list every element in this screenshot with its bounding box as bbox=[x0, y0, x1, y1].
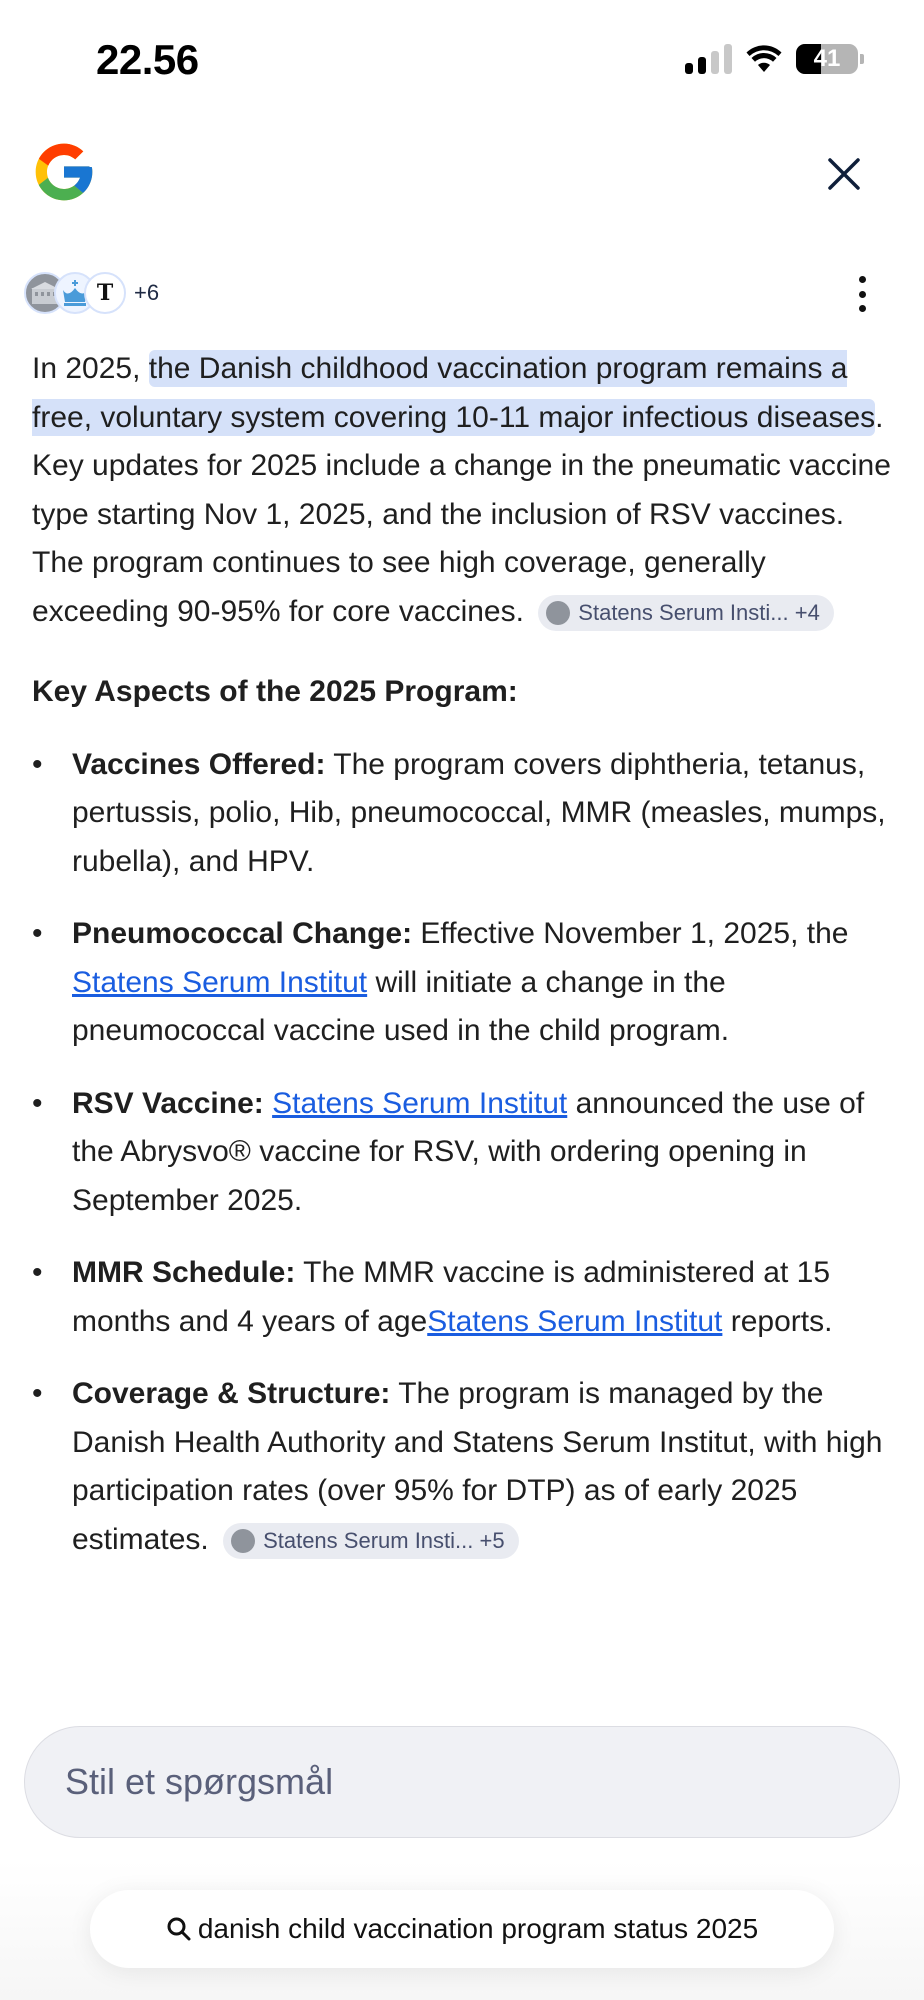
citation-chip[interactable] bbox=[223, 1523, 519, 1559]
status-bar bbox=[0, 0, 924, 120]
ask-question-field[interactable] bbox=[24, 1726, 900, 1838]
status-icons bbox=[685, 44, 864, 74]
answer-intro bbox=[32, 345, 896, 636]
nyt-t-icon: T bbox=[96, 280, 114, 306]
battery-percent: 41 bbox=[813, 45, 841, 72]
statens-serum-institut-link[interactable]: Statens Serum Institut bbox=[272, 1086, 568, 1120]
list-item-text bbox=[264, 1087, 272, 1120]
battery-icon bbox=[796, 44, 858, 74]
list-item-label: MMR Schedule: bbox=[72, 1256, 296, 1289]
section-title: Key Aspects of the 2025 Program: bbox=[32, 675, 518, 708]
statens-serum-institut-link[interactable]: Statens Serum Institut bbox=[427, 1304, 723, 1338]
search-query-pill[interactable] bbox=[90, 1890, 834, 1968]
list-item-text: will initiate a change in the pneumococcal vaccine used in the child program. bbox=[72, 965, 730, 1047]
more-options-button[interactable] bbox=[850, 276, 874, 312]
list-item-label: Vaccines Offered: bbox=[72, 747, 326, 781]
list-item bbox=[32, 1370, 896, 1564]
search-icon bbox=[166, 1916, 192, 1942]
sources-row[interactable] bbox=[24, 268, 900, 318]
list-item-label: Coverage & Structure: bbox=[72, 1377, 391, 1410]
cellular-signal-icon bbox=[685, 44, 732, 74]
top-bar bbox=[0, 130, 924, 230]
key-aspects-list bbox=[32, 741, 896, 1565]
list-item-text: The program is managed by the Danish Health Authority and Statens Serum Institut, with high participation rates (over 95% for DTP) as of early 2025 estimates. bbox=[72, 1377, 883, 1556]
list-item-text: reports. bbox=[722, 1304, 833, 1338]
statens-serum-institut-link[interactable]: Statens Serum Institut bbox=[72, 965, 368, 999]
list-item-label: RSV Vaccine: bbox=[72, 1086, 264, 1120]
status-time: 22.56 bbox=[96, 36, 199, 83]
list-item-text: The MMR vaccine is administered at 15 months and 4 years of age bbox=[72, 1256, 831, 1338]
ask-question-input[interactable] bbox=[65, 1761, 899, 1803]
close-button[interactable] bbox=[820, 150, 868, 198]
google-logo-icon bbox=[30, 138, 98, 206]
intro-rest: . Key updates for 2025 include a change in the pneumatic vaccine type starting Nov 1, 2025, and the inclusion of RSV vaccines. The program continues to see high coverage, generally exceeding 90-95% for core vaccines. bbox=[32, 400, 891, 628]
list-item bbox=[32, 1249, 896, 1346]
list-item bbox=[32, 1080, 896, 1226]
list-item bbox=[32, 910, 896, 1056]
intro-highlight[interactable]: the Danish childhood vaccination program remains a free, voluntary system covering 10-11 major infectious diseases bbox=[32, 352, 876, 434]
intro-prefix: In 2025, bbox=[32, 352, 149, 385]
more-sources-count[interactable]: +6 bbox=[134, 280, 160, 305]
ai-answer bbox=[32, 345, 896, 1588]
citation-chip-label: Statens Serum Insti... +5 bbox=[263, 1527, 505, 1553]
list-item-text: announced the use of the Abrysvo® vaccine for RSV, with ordering opening in September 2025. bbox=[72, 1086, 865, 1217]
source-favicon-icon bbox=[231, 1529, 255, 1553]
list-item-text: Effective November 1, 2025, the bbox=[412, 917, 849, 950]
source-favicon-icon bbox=[546, 601, 570, 625]
citation-chip[interactable] bbox=[538, 595, 834, 631]
list-item-label: Pneumococcal Change: bbox=[72, 917, 413, 950]
source-avatar-nyt[interactable] bbox=[84, 272, 126, 314]
list-item-text: The program covers diphtheria, tetanus, pertussis, polio, Hib, pneumococcal, MMR (measles, mumps, rubella), and HPV. bbox=[72, 747, 886, 878]
wifi-icon bbox=[746, 45, 782, 73]
close-icon bbox=[827, 157, 861, 191]
citation-chip-label: Statens Serum Insti... +4 bbox=[578, 599, 820, 625]
battery-tip bbox=[860, 54, 864, 64]
search-query-text: danish child vaccination program status 2025 bbox=[197, 1913, 759, 1944]
list-item bbox=[32, 741, 896, 887]
